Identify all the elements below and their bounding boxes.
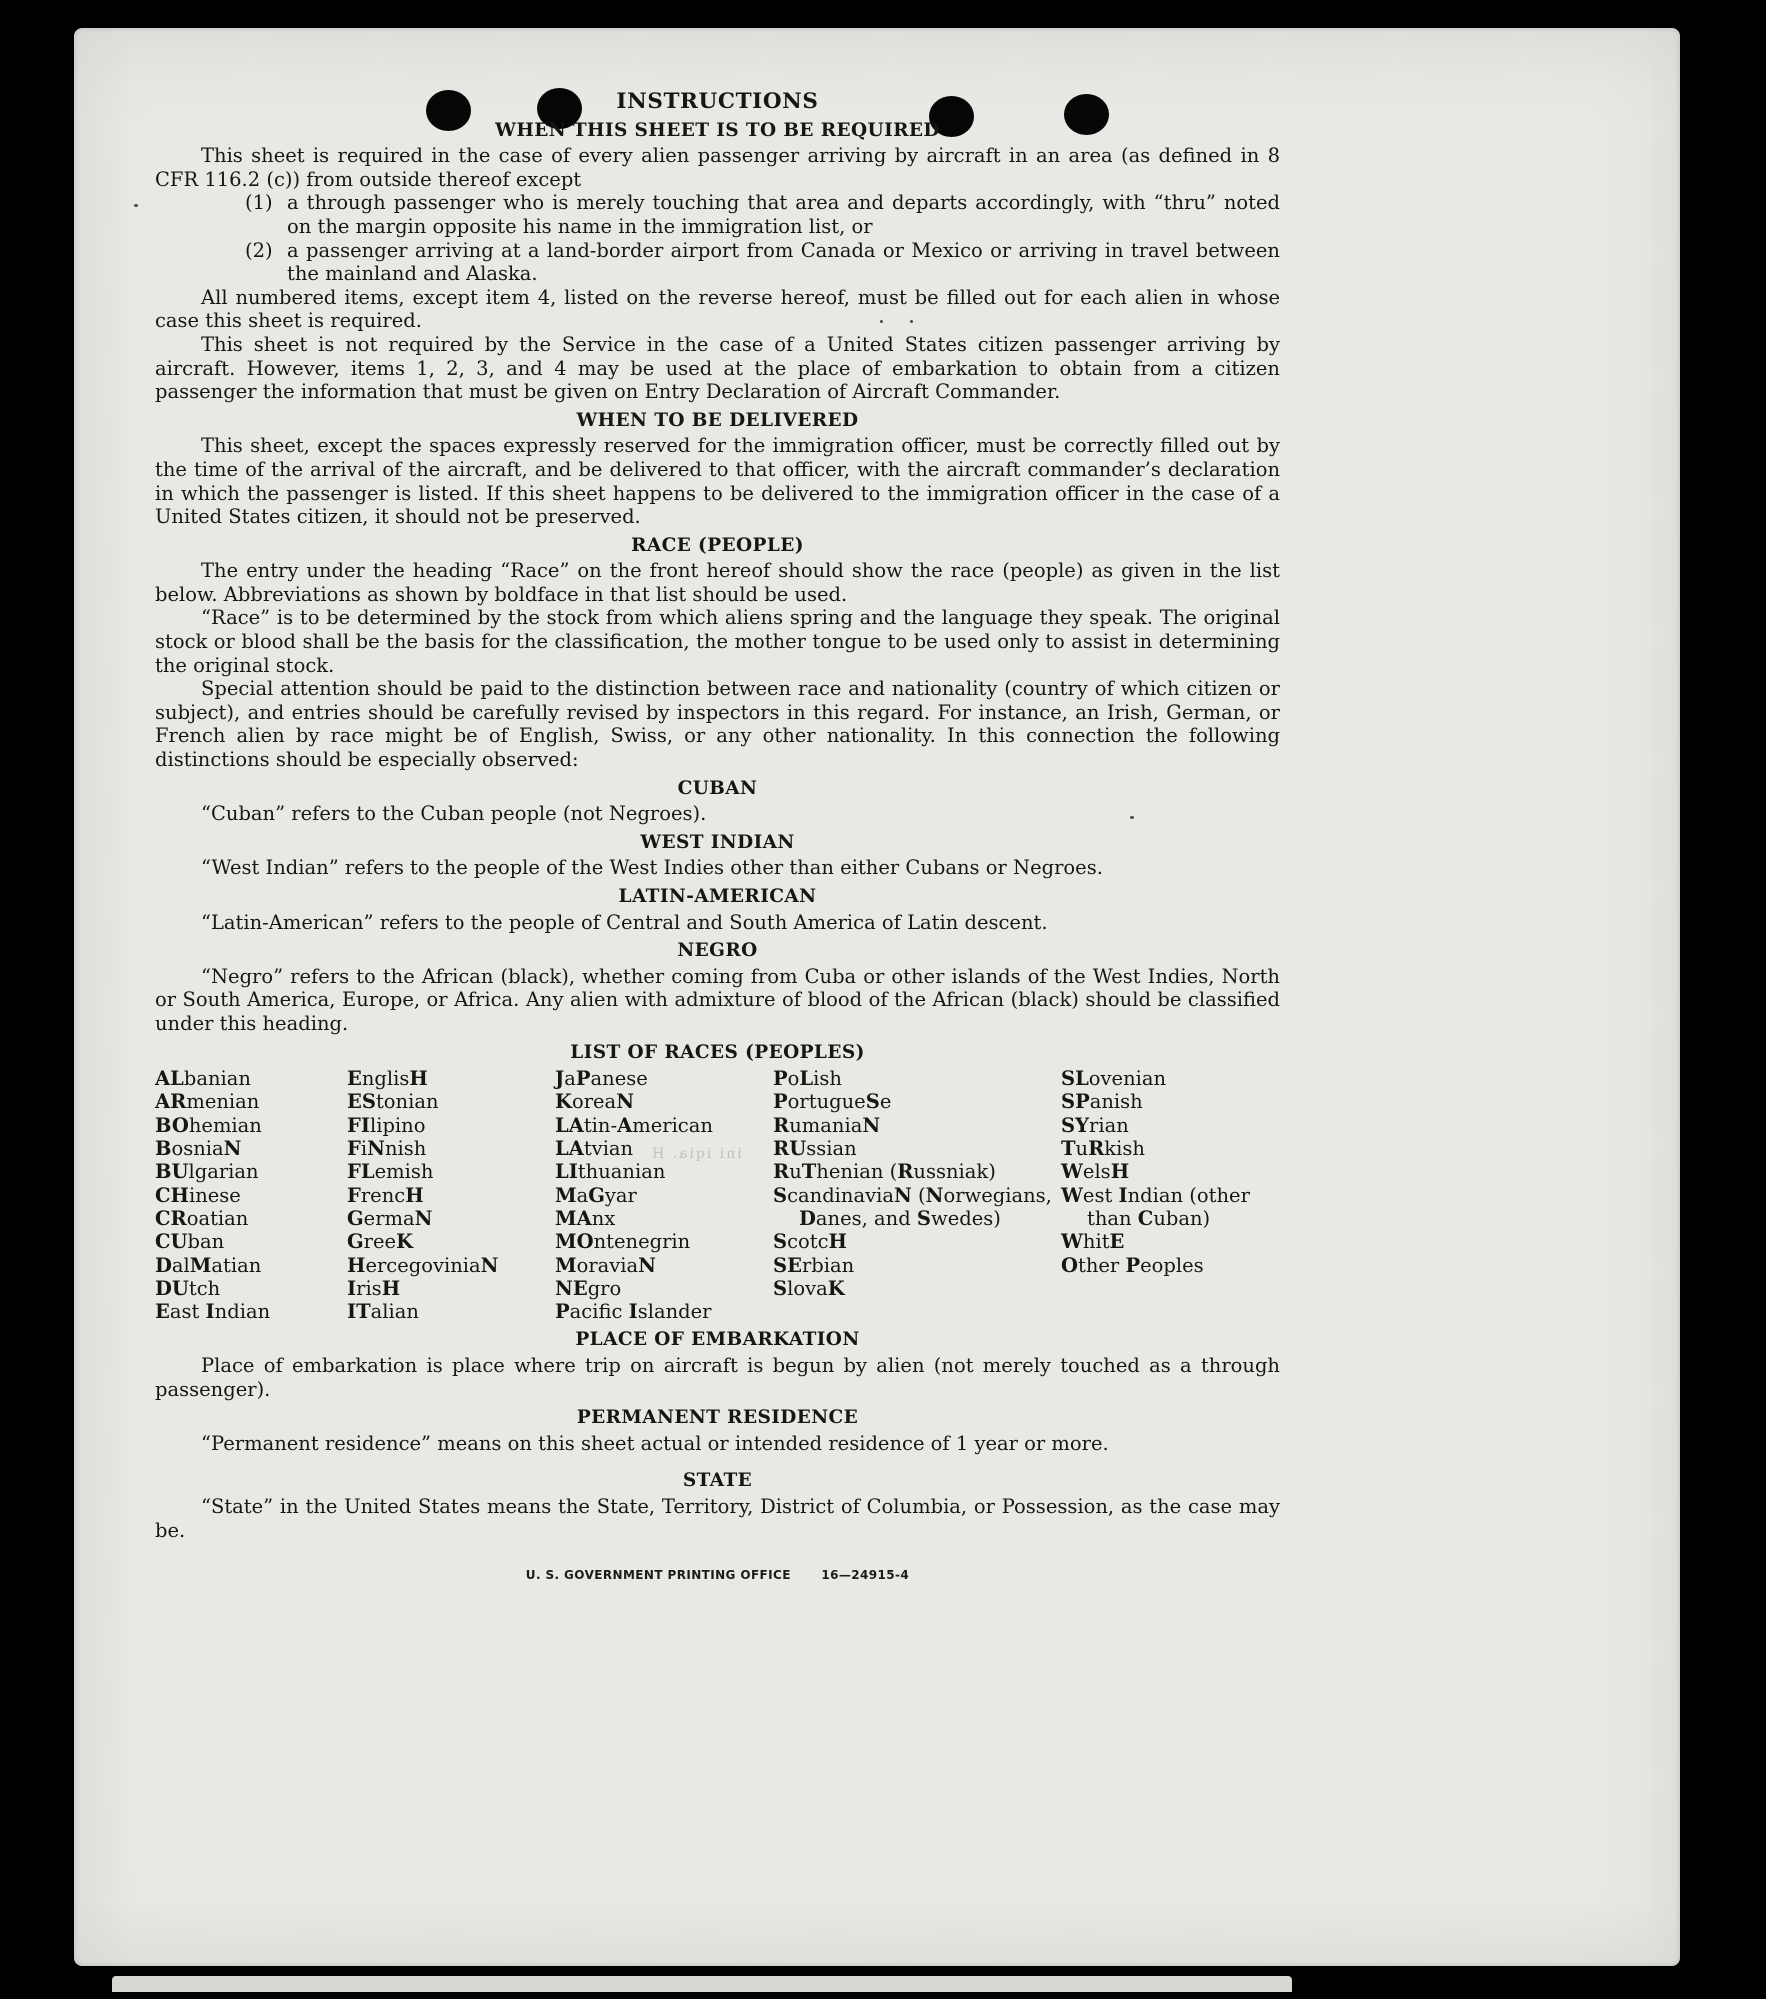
race-column-5 (1061, 1067, 1280, 1323)
race-entry: GermaN (347, 1206, 433, 1230)
heading-permanent-residence: PERMANENT RESIDENCE (576, 1407, 859, 1429)
race-entry: PoLish (773, 1067, 842, 1091)
race-entry: ScandinaviaN (Norwegians, Danes, and Swedes) (773, 1183, 1052, 1230)
race-entry: RumaniaN (773, 1113, 881, 1137)
heading-latin-american: LATIN-AMERICAN (618, 886, 817, 907)
list-item-1 (245, 191, 1280, 238)
heading-state: STATE (682, 1470, 753, 1492)
race-entry: MAnx (555, 1206, 616, 1230)
heading-place-of-embarkation: PLACE OF EMBARKATION (575, 1329, 860, 1351)
list-item-2 (245, 239, 1280, 286)
paragraph-numbered-items: All numbered items, except item 4, listed on the reverse hereof, must be filled out for each alien in whose case this sheet is required. (155, 285, 1280, 333)
race-entry: HercegoviniaN (347, 1253, 499, 1277)
race-entry: RuThenian (Russniak) (773, 1160, 996, 1184)
race-entry: MoraviaN (555, 1253, 656, 1277)
race-column-1 (155, 1067, 347, 1323)
race-entry: IrisH (347, 1276, 401, 1300)
race-entry: CHinese (155, 1183, 241, 1207)
race-entry: ITalian (347, 1300, 419, 1324)
paragraph-state: “State” in the United States means the State, Territory, District of Columbia, or Possession, as the case may be. (155, 1494, 1280, 1542)
race-entry: BUlgarian (155, 1160, 259, 1184)
race-entry: JaPanese (555, 1067, 648, 1091)
list-item-2-text: a passenger arriving at a land-border airport from Canada or Mexico or arriving in travel between the mainland and Alaska. (287, 238, 1280, 286)
scan-artifact (134, 204, 138, 207)
race-entry: DalMatian (155, 1253, 262, 1277)
printing-office-footer (155, 1564, 1280, 1588)
race-column-4 (773, 1067, 1061, 1323)
race-entry: DUtch (155, 1276, 221, 1300)
scanned-sheet (74, 28, 1680, 1966)
document-title: INSTRUCTIONS (616, 89, 819, 114)
race-entry: LIthuanian (555, 1160, 666, 1184)
race-entry: WelsH (1061, 1160, 1130, 1184)
race-entry: BOhemian (155, 1113, 262, 1137)
document-content (155, 90, 1280, 1588)
heading-negro: NEGRO (677, 940, 758, 962)
paragraph-latin-american: “Latin-American” refers to the people of Central and South America of Latin descent. (201, 910, 1048, 934)
race-entry: SErbian (773, 1253, 855, 1277)
paragraph-required-intro: This sheet is required in the case of every alien passenger arriving by aircraft in an area (as defined in 8 CFR 116.2 (c)) from outside thereof except (155, 144, 1280, 191)
paragraph-race-3: Special attention should be paid to the distinction between race and nationality (country of which citizen or subject), and entries should be carefully revised by inspectors in this regard. For instance, an Irish, German, or French alien by race might be of English, Swiss, or any other nationality. In this connection the following distinctions should be especially observed: (155, 677, 1280, 772)
race-column-3 (555, 1067, 773, 1323)
race-column-2 (347, 1067, 555, 1323)
next-sheet-edge (112, 1976, 1292, 1992)
heading-when-required: WHEN THIS SHEET IS TO BE REQUIRED (495, 119, 940, 141)
heading-west-indian: WEST INDIAN (640, 831, 795, 853)
race-entry: FIlipino (347, 1113, 426, 1137)
race-entry: GreeK (347, 1230, 414, 1254)
race-entry: BosniaN (155, 1137, 242, 1161)
race-entry: Other Peoples (1061, 1253, 1204, 1277)
race-entry: WhitE (1061, 1230, 1125, 1254)
paragraph-residence: “Permanent residence” means on this sheet actual or intended residence of 1 year or more. (201, 1431, 1109, 1455)
paragraph-embarkation: Place of embarkation is place where trip on aircraft is begun by alien (not merely touched as a through passenger). (155, 1354, 1280, 1401)
race-entry: LAtvian (555, 1137, 634, 1161)
paragraph-cuban: “Cuban” refers to the Cuban people (not Negroes). (201, 802, 707, 826)
heading-when-delivered: WHEN TO BE DELIVERED (576, 409, 859, 431)
scan-artifact: ​ini iqia. H​ (650, 1146, 742, 1162)
paragraph-west-indian: “West Indian” refers to the people of the West Indies other than either Cubans or Negroes. (201, 856, 1103, 880)
race-entry: FLemish (347, 1160, 434, 1184)
race-entry: SlovaK (773, 1276, 845, 1300)
race-entry: ARmenian (155, 1090, 260, 1114)
race-entry: ALbanian (155, 1067, 251, 1091)
races-list (155, 1067, 1280, 1323)
race-entry: TuRkish (1061, 1137, 1145, 1161)
race-entry: SLovenian (1061, 1067, 1167, 1091)
race-entry: CRoatian (155, 1206, 249, 1230)
paragraph-race-2: “Race” is to be determined by the stock from which aliens spring and the language they speak. The original stock or blood shall be the basis for the classification, the mother tongue to be used only to assist in determining the original stock. (155, 606, 1280, 677)
race-entry: MOntenegrin (555, 1230, 691, 1254)
race-entry: SPanish (1061, 1090, 1143, 1114)
race-entry: NEgro (555, 1276, 622, 1300)
footer-office: U. S. GOVERNMENT PRINTING OFFICE (525, 1568, 791, 1583)
race-entry: KoreaN (555, 1090, 635, 1114)
heading-list-of-races: LIST OF RACES (PEOPLES) (570, 1041, 865, 1063)
race-entry: LAtin-American (555, 1113, 713, 1137)
paragraph-race-1: The entry under the heading “Race” on the front hereof should show the race (people) as given in the list below. Abbreviations as shown by boldface in that list should be used. (155, 559, 1280, 606)
heading-cuban: CUBAN (677, 777, 758, 799)
heading-race-people: RACE (PEOPLE) (631, 534, 804, 556)
race-entry: MaGyar (555, 1183, 637, 1207)
paragraph-not-required: This sheet is not required by the Service in the case of a United States citizen passenger arriving by aircraft. However, items 1, 2, 3, and 4 may be used at the place of embarkation to obtain from a citizen passenger the information that must be given on Entry Declaration of Aircraft Commander. (155, 332, 1280, 404)
race-entry: PortugueSe (773, 1090, 892, 1114)
footer-number: 16—24915-4 (821, 1568, 910, 1583)
race-entry: EStonian (347, 1090, 439, 1114)
paragraph-when-delivered: This sheet, except the spaces expressly reserved for the immigration officer, must be correctly filled out by the time of the arrival of the aircraft, and be delivered to that officer, with the aircraft commander’s declaration in which the passenger is listed. If this sheet happens to be delivered to the immigration officer in the case of a United States citizen, it should not be preserved. (155, 434, 1280, 529)
paragraph-negro: “Negro” refers to the African (black), whether coming from Cuba or other islands of the West Indies, North or South America, Europe, or Africa. Any alien with admixture of blood of the African (black) should be classified under this heading. (155, 964, 1280, 1035)
race-entry: RUssian (773, 1137, 857, 1161)
race-entry: FiNnish (347, 1137, 427, 1161)
race-entry: EnglisH (347, 1067, 428, 1091)
list-item-2-number: (2) (245, 238, 273, 262)
race-entry: CUban (155, 1230, 225, 1254)
race-entry: East Indian (155, 1300, 271, 1324)
race-entry: Pacific Islander (555, 1300, 712, 1324)
race-entry: FrencH (347, 1183, 424, 1207)
race-entry: West Indian (other than Cuban) (1061, 1183, 1250, 1230)
race-entry: ScotcH (773, 1230, 847, 1254)
list-item-1-text: a through passenger who is merely touching that area and departs accordingly, with “thru” noted on the margin opposite his name in the immigration list, or (287, 191, 1280, 238)
list-item-1-number: (1) (245, 191, 273, 215)
race-entry: SYrian (1061, 1113, 1129, 1137)
